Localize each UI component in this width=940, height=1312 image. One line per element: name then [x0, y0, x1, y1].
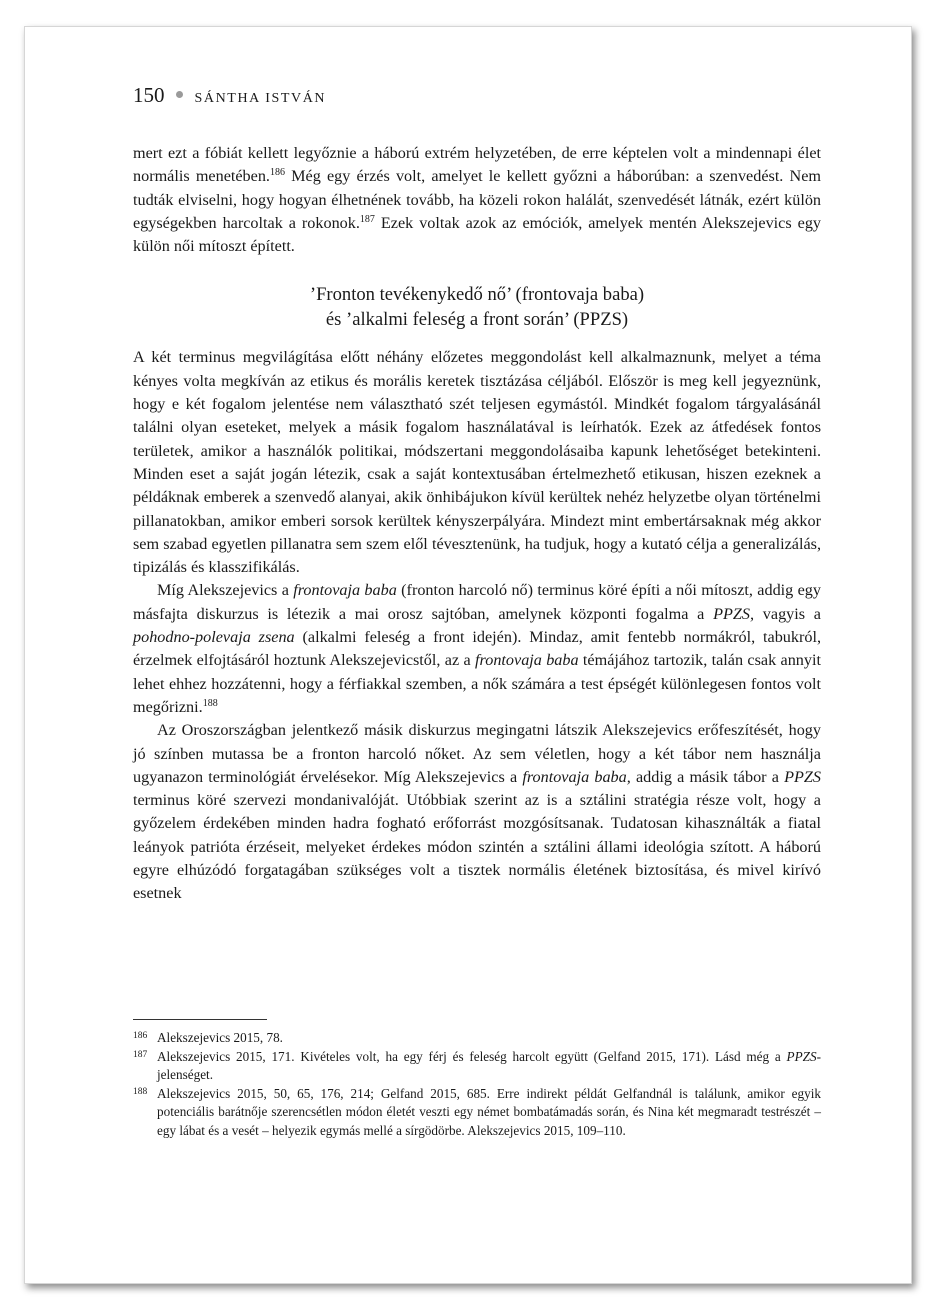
section-heading-line: ’Fronton tevékenykedő nő’ (frontovaja baba) [309, 284, 645, 306]
italic-term: frontovaja baba [475, 651, 579, 670]
body-text [133, 142, 821, 906]
footnote [133, 1085, 821, 1141]
section-heading [133, 282, 821, 332]
text-run: Még egy érzés volt, amelyet le kellett győzni a háborúban: a szenvedést. Nem tudták elviselni, hogy hogyan élhetnének tovább, ha közeli rokon halálát, szenvedését látnák, ezért külön egységekben harcoltak a rokonok. [133, 167, 821, 232]
footnote-ref: 187 [359, 213, 375, 225]
footnote [133, 1048, 821, 1085]
footnotes [133, 1029, 821, 1140]
footnote-text: Alekszejevics 2015, 171. Kivételes volt, ha egy férj és feleség harcolt együtt (Gelfand 2015, 171). Lásd még a [157, 1048, 787, 1064]
italic-term: frontovaja baba [293, 581, 397, 600]
paragraph [133, 719, 821, 905]
italic-term: PPZS [786, 1048, 817, 1064]
text-run: terminus köré szervezi mondanivalóját. Utóbbiak szerint az is a sztálini stratégia része volt, hogy a győzelem érdekében minden hadra fogható erőforrást mozgósítsanak. Tudatosan kihasználták a fiatal leányok patrióta érzéseit, melyeket érdekes módon szintén a sztálini állami ideológia szított. A háború egyre elhúzódó forgatagában szükséges volt a tisztek normális életének biztosítása, és mivel kirívó esetnek [133, 791, 821, 903]
running-head-author: SÁNTHA ISTVÁN [194, 91, 327, 106]
italic-term: PPZS [784, 767, 821, 786]
footnote-number: 188 [133, 1086, 148, 1097]
footnote-number: 187 [133, 1049, 148, 1060]
footnote-text: Alekszejevics 2015, 78. [157, 1030, 283, 1045]
text-run: Míg Alekszejevics a [157, 581, 294, 600]
paragraph: A két terminus megvilágítása előtt néhány előzetes meggondolást kell alkalmaznunk, melyet a téma kényes volta megkíván az etikus és morális keretek tisztázása céljából. Először is meg kell jegyeznünk, hogy e két fogalom jelentése nem választható szét teljesen egymástól. Mindkét fogalom tárgyalásánál találni olyan eseteket, melyek a másik fogalom használatával is leírhatók. Ezek az átfedések fontos területek, amikor a használók politikai, módszertani meggondolásaiba kapunk lehetőséget betekinteni. Minden eset a saját jogán létezik, csak a saját kontextusában értelmezhető etikusan, hiszen ezeknek a példáknak emberek a szenvedő alanyai, akik önhibájukon kívül kerültek nehéz helyzetbe olyan történelmi pillanatokban, amikor emberi sorsok kerültek kényszerpályára. Mindezt mint embertársaknak még akkor sem szabad egyetlen pillanatra sem szem elől tévesztenünk, ha tudjuk, hogy a kutató célja a generalizálás, tipizálás és klasszifikálás. [133, 348, 821, 577]
text-run: (fronton harcoló nő) terminus köré építi a női mítoszt, addig egy másfajta diskurzus is létezik a mai orosz sajtóban, amelynek központi fogalma a [133, 581, 821, 623]
footnote-ref: 186 [269, 167, 285, 179]
book-page [24, 26, 912, 1284]
text-run: témájához tartozik, talán csak annyit lehet ehhez hozzátenni, hogy a férfiakkal szemben, a nők számára a test épségét különlegesen fontos volt megőrizni. [133, 651, 821, 716]
italic-term: PPZS, [713, 604, 755, 623]
italic-term: frontovaja baba, [522, 767, 631, 786]
footnote-divider [133, 1019, 267, 1020]
paragraph [133, 142, 821, 258]
section-heading-line: és ’alkalmi feleség a front során’ (PPZS) [325, 309, 629, 331]
running-head [133, 83, 326, 108]
page-number: 150 [133, 83, 165, 107]
footnote-text: -jelenséget. [157, 1048, 821, 1082]
footnote-ref: 188 [202, 697, 218, 709]
footnote-text: Alekszejevics 2015, 50, 65, 176, 214; Gelfand 2015, 685. Erre indirekt példát Gelfandnál is találunk, amikor egyik potenciális barátnője szerencsétlen módon életét veszti egy német bombatámadás során, és Nina két megmaradt testrészét – egy lábat és a vesét – helyezik egymás mellé a sírgödörbe. Alekszejevics 2015, 109–110. [157, 1085, 821, 1138]
paragraph [133, 579, 821, 719]
footnote [133, 1029, 821, 1048]
italic-term: pohodno-polevaja zsena [133, 628, 295, 647]
separator-dot-icon [176, 91, 183, 98]
text-run: Ezek voltak azok az emóciók, amelyek mentén Alekszejevics egy külön női mítoszt épített. [133, 213, 822, 256]
text-run: mert ezt a fóbiát kellett legyőznie a háború extrém helyzetében, de erre képtelen volt a mindennapi élet normális menetében. [133, 144, 821, 186]
text-run: addig a másik tábor a [630, 767, 785, 786]
text-run: (alkalmi feleség a front idején). Mindaz, amit fentebb normákról, tabukról, érzelmek elfojtásáról hoztunk Alekszejevicstől, az a [133, 628, 822, 670]
text-run: vagyis a [754, 604, 821, 623]
text-run: Az Oroszországban jelentkező másik diskurzus megingatni látszik Alekszejevics erőfeszítését, hogy jó színben mutassa be a fronton harcoló nőket. Az sem véletlen, hogy a két tábor nem használja ugyanazon terminológiát érvelésekor. Míg Alekszejevics a [133, 721, 821, 786]
footnote-number: 186 [133, 1031, 148, 1041]
